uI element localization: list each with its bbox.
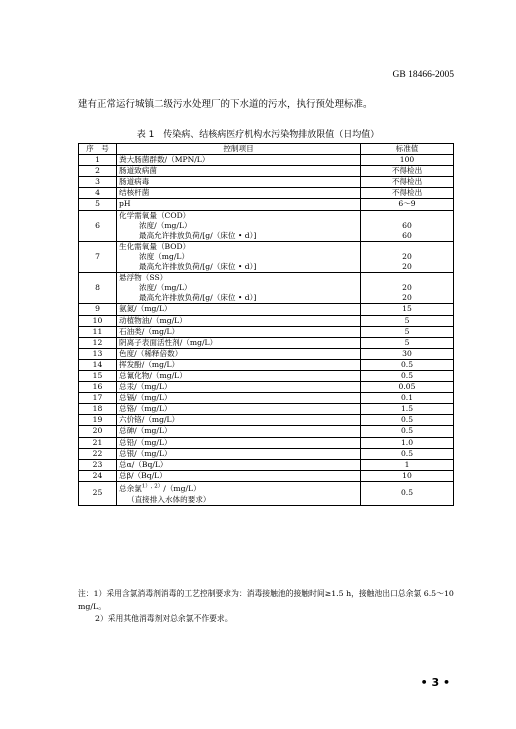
standard-value: 60 — [402, 220, 412, 230]
item-subline: 浓度/（mg/L） — [139, 220, 192, 230]
row-item — [117, 210, 361, 241]
header-item: 控制项目 — [117, 144, 361, 155]
row-standard: 10 — [361, 470, 454, 481]
row-item: 色度/（稀释倍数） — [117, 348, 361, 359]
item-name: 化学需氧量（COD） — [119, 210, 191, 220]
table-caption: 表 1 传染病、结核病医疗机构水污染物排放限值（日均值） — [136, 130, 380, 140]
row-number: 18 — [79, 404, 117, 415]
row-number: 17 — [79, 393, 117, 404]
header-std: 标准值 — [361, 144, 454, 155]
table-row — [79, 188, 454, 199]
row-item — [117, 241, 361, 272]
row-item: 挥发酚/（mg/L） — [117, 359, 361, 370]
row-standard: 不得检出 — [361, 177, 454, 188]
table-notes — [78, 588, 458, 626]
row-number: 15 — [79, 370, 117, 381]
table-row — [79, 415, 454, 426]
row-item: 肠道病毒 — [117, 177, 361, 188]
note-1: 注：1）采用含氯消毒剂消毒的工艺控制要求为：消毒接触池的接触时间≥1.5 h，接触池出口总余氯 6.5～10 mg/L。 — [78, 589, 454, 611]
row-item: 总砷/（mg/L） — [117, 426, 361, 437]
table-row — [79, 177, 454, 188]
table-row — [79, 199, 454, 210]
header-no: 序 号 — [79, 144, 117, 155]
row-item: 结核杆菌 — [117, 188, 361, 199]
row-item: 肠道致病菌 — [117, 166, 361, 177]
row-standard: 1.5 — [361, 404, 454, 415]
row-number: 2 — [79, 166, 117, 177]
row-number: 9 — [79, 304, 117, 315]
row-item: 动植物油/（mg/L） — [117, 315, 361, 326]
table-row — [79, 210, 454, 241]
table-row — [79, 348, 454, 359]
row-item: 石油类/（mg/L） — [117, 326, 361, 337]
row-standard: 不得检出 — [361, 188, 454, 199]
item-line — [119, 484, 201, 493]
row-standard: 100 — [361, 155, 454, 166]
row-standard: 1 — [361, 459, 454, 470]
row-standard: 30 — [361, 348, 454, 359]
row-item — [117, 481, 361, 505]
row-standard: 不得检出 — [361, 166, 454, 177]
row-standard — [361, 210, 454, 241]
table-row — [79, 273, 454, 304]
table-row — [79, 481, 454, 505]
table-row — [79, 370, 454, 381]
item-subline: 最高允许排放负荷/[g/（床位 • d）] — [139, 293, 257, 303]
table-row — [79, 393, 454, 404]
table-row — [79, 404, 454, 415]
table-row — [79, 166, 454, 177]
row-item — [117, 273, 361, 304]
row-item: 总镉/（mg/L） — [117, 393, 361, 404]
row-number: 13 — [79, 348, 117, 359]
row-number: 7 — [79, 241, 117, 272]
table-header-row — [79, 144, 454, 155]
row-number: 5 — [79, 199, 117, 210]
intro-paragraph: 建有正常运行城镇二级污水处理厂的下水道的污水，执行预处理标准。 — [78, 99, 373, 110]
row-standard: 15 — [361, 304, 454, 315]
row-number: 23 — [79, 459, 117, 470]
emission-limits-table — [78, 143, 454, 506]
row-item: pH — [117, 199, 361, 210]
row-number: 16 — [79, 382, 117, 393]
item-subline: 浓度/（mg/L） — [139, 283, 192, 293]
row-standard: 0.5 — [361, 426, 454, 437]
row-item: 总铬/（mg/L） — [117, 404, 361, 415]
row-standard — [361, 273, 454, 304]
table-row — [79, 470, 454, 481]
standard-value: 20 — [402, 293, 412, 303]
table-body — [79, 155, 454, 506]
table-row — [79, 337, 454, 348]
standard-value: 20 — [402, 283, 412, 293]
row-standard: 0.5 — [361, 359, 454, 370]
row-number: 8 — [79, 273, 117, 304]
table-row — [79, 315, 454, 326]
row-item: 总α/（Bq/L） — [117, 459, 361, 470]
item-unit: /（mg/L） — [163, 484, 201, 494]
row-number: 6 — [79, 210, 117, 241]
table-row — [79, 426, 454, 437]
row-item: 氨氮/（mg/L） — [117, 304, 361, 315]
table-row — [79, 437, 454, 448]
page-number: • 3 • — [420, 676, 450, 689]
row-item: 阴离子表面活性剂/（mg/L） — [117, 337, 361, 348]
standard-number: GB 18466-2005 — [392, 70, 454, 80]
table-row — [79, 459, 454, 470]
row-number: 25 — [79, 481, 117, 505]
item-subline: 浓度（mg/L） — [139, 251, 190, 261]
item-name: 悬浮物（SS） — [119, 273, 168, 283]
row-standard: 6～9 — [361, 199, 454, 210]
row-standard: 0.1 — [361, 393, 454, 404]
row-number: 11 — [79, 326, 117, 337]
table-row — [79, 326, 454, 337]
row-standard — [361, 241, 454, 272]
item-subline: 最高允许排放负荷/[g/（床位 • d）] — [139, 262, 257, 272]
row-number: 3 — [79, 177, 117, 188]
row-item: 粪大肠菌群数/（MPN/L） — [117, 155, 361, 166]
row-item: 六价铬/（mg/L） — [117, 415, 361, 426]
row-number: 24 — [79, 470, 117, 481]
row-item: 总氰化物/（mg/L） — [117, 370, 361, 381]
row-item: 总铅/（mg/L） — [117, 437, 361, 448]
table-row — [79, 155, 454, 166]
row-standard: 0.5 — [361, 448, 454, 459]
row-number: 14 — [79, 359, 117, 370]
row-number: 20 — [79, 426, 117, 437]
row-item: 总银/（mg/L） — [117, 448, 361, 459]
item-footnote-ref: 1）, 2） — [141, 483, 164, 490]
item-subline: （直接排入水体的要求） — [127, 494, 211, 504]
table-row — [79, 241, 454, 272]
standard-value: 20 — [402, 262, 412, 272]
row-number: 21 — [79, 437, 117, 448]
table-row — [79, 304, 454, 315]
table-row — [79, 382, 454, 393]
row-standard: 0.5 — [361, 481, 454, 505]
row-standard: 0.5 — [361, 415, 454, 426]
note-2: 2）采用其他消毒剂对总余氯不作要求。 — [95, 614, 233, 623]
row-number: 1 — [79, 155, 117, 166]
row-number: 19 — [79, 415, 117, 426]
row-item: 总β/（Bq/L） — [117, 470, 361, 481]
row-number: 22 — [79, 448, 117, 459]
row-item: 总汞/（mg/L） — [117, 382, 361, 393]
row-number: 4 — [79, 188, 117, 199]
row-standard: 0.05 — [361, 382, 454, 393]
row-number: 10 — [79, 315, 117, 326]
item-name: 总余氯 — [119, 484, 142, 494]
item-name: 生化需氧量（BOD） — [119, 241, 191, 251]
row-standard: 5 — [361, 315, 454, 326]
row-standard: 1.0 — [361, 437, 454, 448]
standard-value: 60 — [402, 230, 412, 240]
row-standard: 5 — [361, 326, 454, 337]
standard-value: 20 — [402, 251, 412, 261]
row-standard: 5 — [361, 337, 454, 348]
row-standard: 0.5 — [361, 370, 454, 381]
table-row — [79, 359, 454, 370]
item-subline: 最高允许排放负荷/[g/（床位 • d）] — [139, 230, 257, 240]
table-row — [79, 448, 454, 459]
row-number: 12 — [79, 337, 117, 348]
